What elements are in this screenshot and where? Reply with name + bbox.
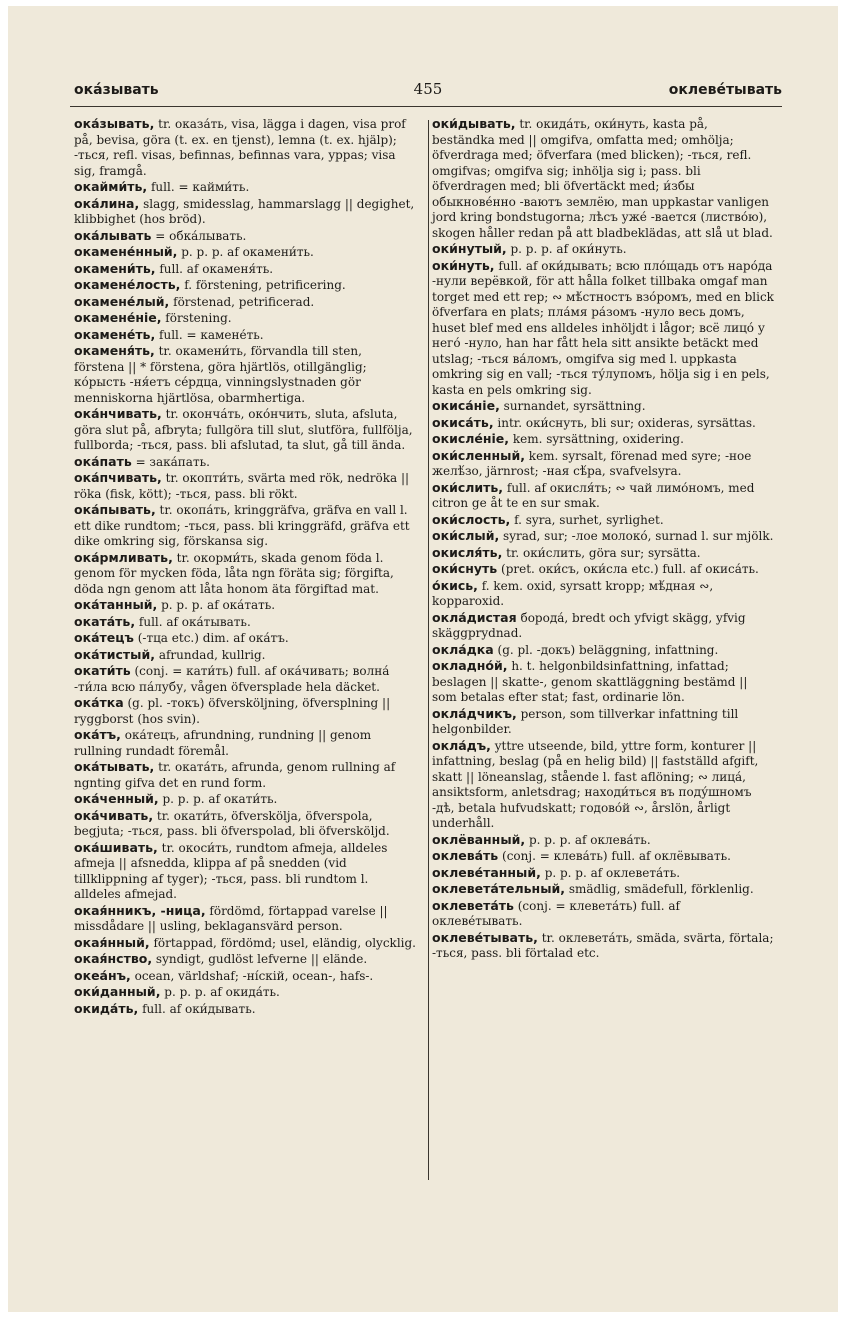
entry-headword: оки́снуть (432, 561, 498, 576)
dictionary-entry (74, 903, 416, 935)
entry-definition: förstening. (165, 311, 232, 325)
entry-definition: p. p. p. af окати́ть. (162, 792, 278, 806)
entry-definition: p. p. p. af окамени́ть. (181, 245, 314, 259)
right-running-headword: оклеве́тывать (668, 82, 782, 98)
entry-definition: tr. окопа́ть, kringgräfva, gräfva en vall l. ett dike rundtom; -ться, pass. bli kringgräfd, gräfva ett dike omkring sig, förskansa sig. (74, 503, 410, 548)
entry-definition: ока́тецъ, afrundning, rundning || genom rullning rundadt föremål. (74, 728, 372, 758)
entry-headword: окамене́лость, (74, 277, 181, 292)
entry-headword: окиса́ніе, (432, 398, 500, 413)
entry-definition: surnandet, syrsättning. (503, 399, 646, 413)
entry-definition: kem. syrsättning, oxidering. (512, 432, 684, 446)
entry-headword: окамене́ніе, (74, 310, 162, 325)
entry-headword: оклеве́тывать, (432, 929, 538, 945)
entry-definition: f. kem. oxid, syrsatt kropp; мѣ́дная ∾, kopparoxid. (432, 578, 714, 608)
entry-headword: ока́шивать, (74, 839, 158, 855)
dictionary-entry (432, 241, 774, 258)
dictionary-entry (74, 935, 416, 952)
entry-headword: окати́ть (74, 663, 131, 678)
entry-definition: slagg, smidesslag, hammarslagg || degighet, klibbighet (hos bröd). (74, 196, 415, 226)
entry-headword: оки́дывать, (432, 116, 516, 131)
entry-headword: окла́дчикъ, (432, 705, 517, 721)
page-number: 455 (413, 80, 443, 98)
entry-definition: p. p. p. af оки́нуть. (510, 242, 627, 256)
entry-definition: tr. оклевета́ть, smäda, svärta, förtala; -ться, pass. bli förtalad etc. (432, 930, 774, 960)
dictionary-entry (432, 512, 774, 529)
entry-definition: person, som tillverkar infattning till helgonbilder. (432, 706, 739, 736)
entry-headword: окладно́й, (432, 658, 508, 673)
dictionary-entry (432, 848, 774, 865)
dictionary-entry (74, 343, 416, 406)
entry-definition: full. af окаменя́ть. (159, 261, 274, 276)
entry-definition: full. af оки́дывать. (142, 1001, 256, 1016)
dictionary-entry (432, 561, 774, 578)
dictionary-entry (74, 310, 416, 327)
dictionary-entry (432, 528, 774, 545)
entry-headword: ока́лина, (74, 195, 140, 211)
entry-headword: оклевета́тельный, (432, 881, 566, 896)
dictionary-entry (74, 840, 416, 903)
dictionary-entry (432, 642, 774, 659)
entry-headword: окисле́ніе, (432, 431, 510, 446)
entry-definition: (g. pl. -токъ) öfversköljning, öfversplning || ryggborst (hos svin). (74, 696, 391, 726)
entry-headword: окисля́ть, (432, 544, 503, 560)
entry-definition: борода́, bredt och yfvigt skägg, yfvig skäggprydnad. (432, 610, 746, 640)
entry-headword: оки́нутый, (432, 241, 507, 256)
dictionary-entry (432, 448, 774, 480)
dictionary-entry (74, 244, 416, 261)
dictionary-entry (432, 398, 774, 415)
dictionary-entry (74, 196, 416, 228)
dictionary-entry (74, 406, 416, 454)
dictionary-entry (74, 502, 416, 550)
dictionary-entry (432, 881, 774, 898)
entry-headword: ока́пать (74, 453, 132, 469)
dictionary-entry (74, 808, 416, 840)
entry-definition: = зака́пать. (135, 454, 210, 469)
entry-definition: (conj. = клева́ть) full. af оклёвывать. (502, 849, 731, 863)
entry-headword: оклева́ть (432, 848, 499, 863)
entry-headword: оки́нуть, (432, 257, 495, 273)
entry-definition: tr. оки́слить, göra sur; syrsätta. (506, 545, 701, 560)
entry-definition: tr. окида́ть, оки́нуть, kasta på, beständka med || omgifva, omfatta med; omhölja; öfverdraga med; öfverfara (med blicken); -ться, refl. omgifvas; omgifva sig; inhölja sig i; pass. bli öfverdragen med; bli öfvertäckt med; и́збы обыкнове́нно -ваютъ землёю, man uppkastar vanligen jord kring bondstugorna; лѣсъ уже́ -вается (листво́ю), skogen håller redan på att bladbeklädas, att slå ut blad. (432, 117, 773, 240)
entry-headword: ока́нчивать, (74, 406, 162, 421)
dictionary-entry (74, 727, 416, 759)
entry-headword: ока́пчивать, (74, 470, 162, 485)
dictionary-entry (74, 550, 416, 598)
dictionary-entry (74, 597, 416, 614)
dictionary-entry (74, 1001, 416, 1018)
entry-definition: (-тца etc.) dim. af ока́тъ. (137, 631, 289, 645)
entry-headword: окамене́нный, (74, 244, 178, 259)
entry-headword: окла́дъ, (432, 737, 491, 753)
entry-headword: ока́чивать, (74, 807, 154, 823)
dictionary-entry (74, 327, 416, 344)
entry-headword: окая́нникъ, -ница, (74, 902, 206, 918)
entry-definition: tr. окончáть, око́нчить, sluta, afsluta, göra slut på, afbryta; fullgöra till slut, slutföra, fullfölja, fullborda; -ться, pass. bli afslutad, ta slut, gå till ända. (74, 407, 413, 452)
entry-definition: full. af окисля́ть; ∾ чай лимо́номъ, med citron ge åt te en sur smak. (432, 480, 755, 510)
page-header (74, 82, 782, 104)
entry-headword: оки́сленный, (432, 447, 525, 463)
dictionary-entry (74, 630, 416, 647)
entry-definition: syrad, sur; -лое молоко́, surnad l. sur mjölk. (503, 529, 774, 543)
entry-definition: förtappad, fördömd; usel, eländig, olycklig. (153, 935, 416, 950)
entry-definition: = обка́лывать. (155, 228, 247, 243)
entry-headword: окида́ть, (74, 1000, 139, 1016)
entry-definition: ocean, världshaf; -ні́скій, ocean-, hafs-. (134, 968, 374, 983)
entry-headword: ока́рмливать, (74, 549, 173, 565)
dictionary-entry (74, 277, 416, 294)
entry-definition: h. t. helgonbildsinfattning, infattad; beslagen || skatte-, genom skattläggning bestämd || som betalas efter stat; fast, ordinarie lön. (432, 659, 748, 704)
entry-headword: оки́слость, (432, 511, 511, 527)
column-divider (428, 120, 429, 1180)
entry-headword: оки́данный, (74, 984, 161, 999)
entry-headword: окамене́лый, (74, 293, 170, 309)
dictionary-entry (432, 480, 774, 512)
entry-definition: (conj. = кати́ть) full. af ока́чивать; волна́ -ти́ла всю па́лубу, vågen öfversplade hela däcket. (74, 664, 390, 694)
dictionary-entry (74, 614, 416, 631)
dictionary-page (8, 6, 838, 1312)
entry-headword: ока́танный, (74, 597, 158, 612)
dictionary-entry (432, 898, 774, 930)
entry-definition: tr. окопти́ть, svärta med rök, nedröka || röka (fisk, kött); -ться, pass. bli rökt. (74, 471, 410, 501)
header-rule (70, 106, 782, 107)
entry-definition: (pret. оки́съ, оки́сла etc.) full. af окиса́ть. (501, 562, 759, 576)
entry-headword: ока́тистый, (74, 646, 155, 662)
entry-headword: окаменя́ть, (74, 343, 155, 358)
dictionary-entry (432, 415, 774, 432)
dictionary-entry (432, 832, 774, 849)
dictionary-entry (74, 647, 416, 664)
entry-headword: окиса́ть, (432, 414, 494, 430)
dictionary-entry (74, 968, 416, 985)
entry-headword: оката́ть, (74, 613, 136, 629)
dictionary-entry (432, 930, 774, 962)
entry-headword: окайми́ть, (74, 179, 148, 194)
left-column (74, 116, 416, 1017)
dictionary-entry (432, 706, 774, 738)
entry-definition: intr. оки́снуть, bli sur; oxideras, syrsättas. (497, 415, 756, 430)
entry-definition: (g. pl. -докъ) beläggning, infattning. (497, 642, 719, 657)
entry-definition: tr. оката́ть, afrunda, genom rullning af ngnting gifva det en rund form. (74, 760, 396, 790)
dictionary-entry (74, 695, 416, 727)
dictionary-entry (432, 610, 774, 642)
dictionary-entry (74, 470, 416, 502)
entry-definition: full. = камене́ть. (159, 327, 264, 342)
entry-headword: оклевета́ть (432, 897, 514, 913)
entry-headword: ока́ченный, (74, 791, 159, 806)
dictionary-entry (74, 294, 416, 311)
entry-headword: оки́слить, (432, 479, 504, 495)
dictionary-entry (432, 865, 774, 882)
entry-definition: tr. окамени́ть, förvandla till sten, förstena || * förstena, göra hjärtlös, otillgänglig; ко́рысть -ня́етъ се́рдца, vinningslystnaden gör menniskorna hjärtlösa, obarmhertiga. (74, 344, 367, 405)
entry-headword: окамени́ть, (74, 260, 156, 276)
entry-definition: syndigt, gudlöst lefverne || elände. (155, 952, 368, 966)
entry-definition: förstenad, petrificerad. (173, 294, 315, 309)
dictionary-entry (74, 951, 416, 968)
entry-definition: p. p. p. af ока́тать. (161, 598, 276, 612)
dictionary-entry (74, 179, 416, 196)
dictionary-entry (74, 454, 416, 471)
entry-definition: (conj. = клевета́ть) full. af оклеве́тывать. (432, 898, 680, 928)
entry-definition: p. p. p. af оклевета́ть. (544, 865, 681, 880)
dictionary-entry (74, 984, 416, 1001)
entry-headword: оклеве́танный, (432, 864, 541, 880)
entry-headword: окая́нный, (74, 934, 150, 950)
dictionary-entry (74, 116, 416, 179)
entry-headword: ока́лывать (74, 227, 152, 243)
entry-headword: ока́тецъ (74, 630, 134, 645)
entry-headword: ока́зывать, (74, 116, 155, 131)
entry-headword: оклёванный, (432, 831, 526, 847)
entry-headword: оки́слый, (432, 528, 500, 543)
entry-definition: tr. окоси́ть, rundtom afmeja, alldeles afmeja || afsnedda, klippa af på snedden (vid tillklippning af tyger); -ться, pass. bli rundtom l. alldeles afmejad. (74, 840, 388, 901)
dictionary-entry (432, 545, 774, 562)
entry-definition: yttre utseende, bild, yttre form, konturer || infattning, beslag (på en helig bild) || fastställd afgift, skatt || löneanslag, stående l. fast aflöning; ∾ лица́, ansiktsform, anletsdrag; находи́ться въ поду́шномъ -дѣ, betala hufvudskatt; годово́й ∾, årslön, årligt underhåll. (432, 738, 759, 830)
entry-headword: о́кись, (432, 577, 478, 593)
dictionary-entry (74, 759, 416, 791)
entry-headword: окая́нство, (74, 951, 153, 966)
entry-definition: afrundad, kullrig. (158, 647, 266, 662)
entry-headword: ока́тка (74, 695, 124, 710)
entry-definition: smädlig, smädefull, förklenlig. (568, 882, 754, 896)
entry-definition: kem. syrsalt, förenad med syre; -ное желѣ́зо, järnrost; -ная сѣ́ра, svafvelsyra. (432, 448, 752, 478)
entry-definition: tr. окати́ть, öfversköljа, öfverspola, begjuta; -ться, pass. bli öfverspolad, bli öfversköljd. (74, 808, 390, 838)
entry-headword: окла́дистая (432, 609, 517, 625)
entry-definition: full. af ока́тывать. (138, 614, 251, 629)
dictionary-entry (74, 791, 416, 808)
dictionary-entry (74, 663, 416, 695)
entry-definition: fördömd, förtappad varelse || missdådare || usling, beklagansvärd person. (74, 903, 388, 933)
entry-headword: окамене́ть, (74, 326, 156, 342)
entry-definition: f. förstening, petrificering. (184, 278, 346, 292)
entry-headword: ока́тъ, (74, 727, 121, 742)
entry-definition: p. p. p. af окида́ть. (164, 985, 280, 999)
dictionary-entry (432, 431, 774, 448)
left-running-headword: ока́зывать (74, 82, 159, 98)
entry-headword: ока́тывать, (74, 759, 155, 774)
entry-headword: окла́дка (432, 641, 494, 657)
entry-definition: full. = кайми́ть. (150, 180, 250, 194)
dictionary-entry (432, 658, 774, 706)
entry-definition: p. p. p. af оклева́ть. (528, 832, 651, 847)
right-column (432, 116, 774, 962)
dictionary-entry (432, 258, 774, 399)
entry-definition: tr. окорми́ть, skada genom föda l. genom för mycken föda, låta ngn föräta sig; förgifta, döda ngn genom att låta honom äta förgiftad mat. (74, 550, 394, 596)
entry-definition: full. af оки́дывать; всю пло́щадь отъ наро́да -нули верёвкой, för att hålla folket tillbaka omgaf man torget med ett rep; ∾ мѣ́стностъ взо́ромъ, med en blick öfverfara en plats; пла́мя ра́зомъ -нуло весь домъ, huset blef med ens alldeles inhöljdt i lågor; всё лицо́ у него́ -нуло, han har fått hela sitt ansikte betäckt med utslag; -ться ва́ломъ, omgifva sig med l. uppkasta omkring sig en vall; -ться ту́лупомъ, hölja sig i en pels, kasta en pels omkring sig. (432, 258, 774, 397)
dictionary-entry (74, 228, 416, 245)
entry-headword: океа́нъ, (74, 967, 131, 983)
entry-definition: tr. оказа́ть, visa, lägga i dagen, visa prof på, bevisa, göra (t. ex. en tjenst), lemna (t. ex. hjälp); -ться, refl. visas, befinnas, befinnas vara, yppas; visa sig, framgå. (74, 117, 406, 178)
entry-headword: ока́пывать, (74, 502, 156, 517)
dictionary-entry (432, 116, 774, 241)
dictionary-entry (74, 261, 416, 278)
dictionary-entry (432, 738, 774, 832)
dictionary-entry (432, 578, 774, 610)
entry-definition: f. syra, surhet, syrlighet. (514, 512, 664, 527)
